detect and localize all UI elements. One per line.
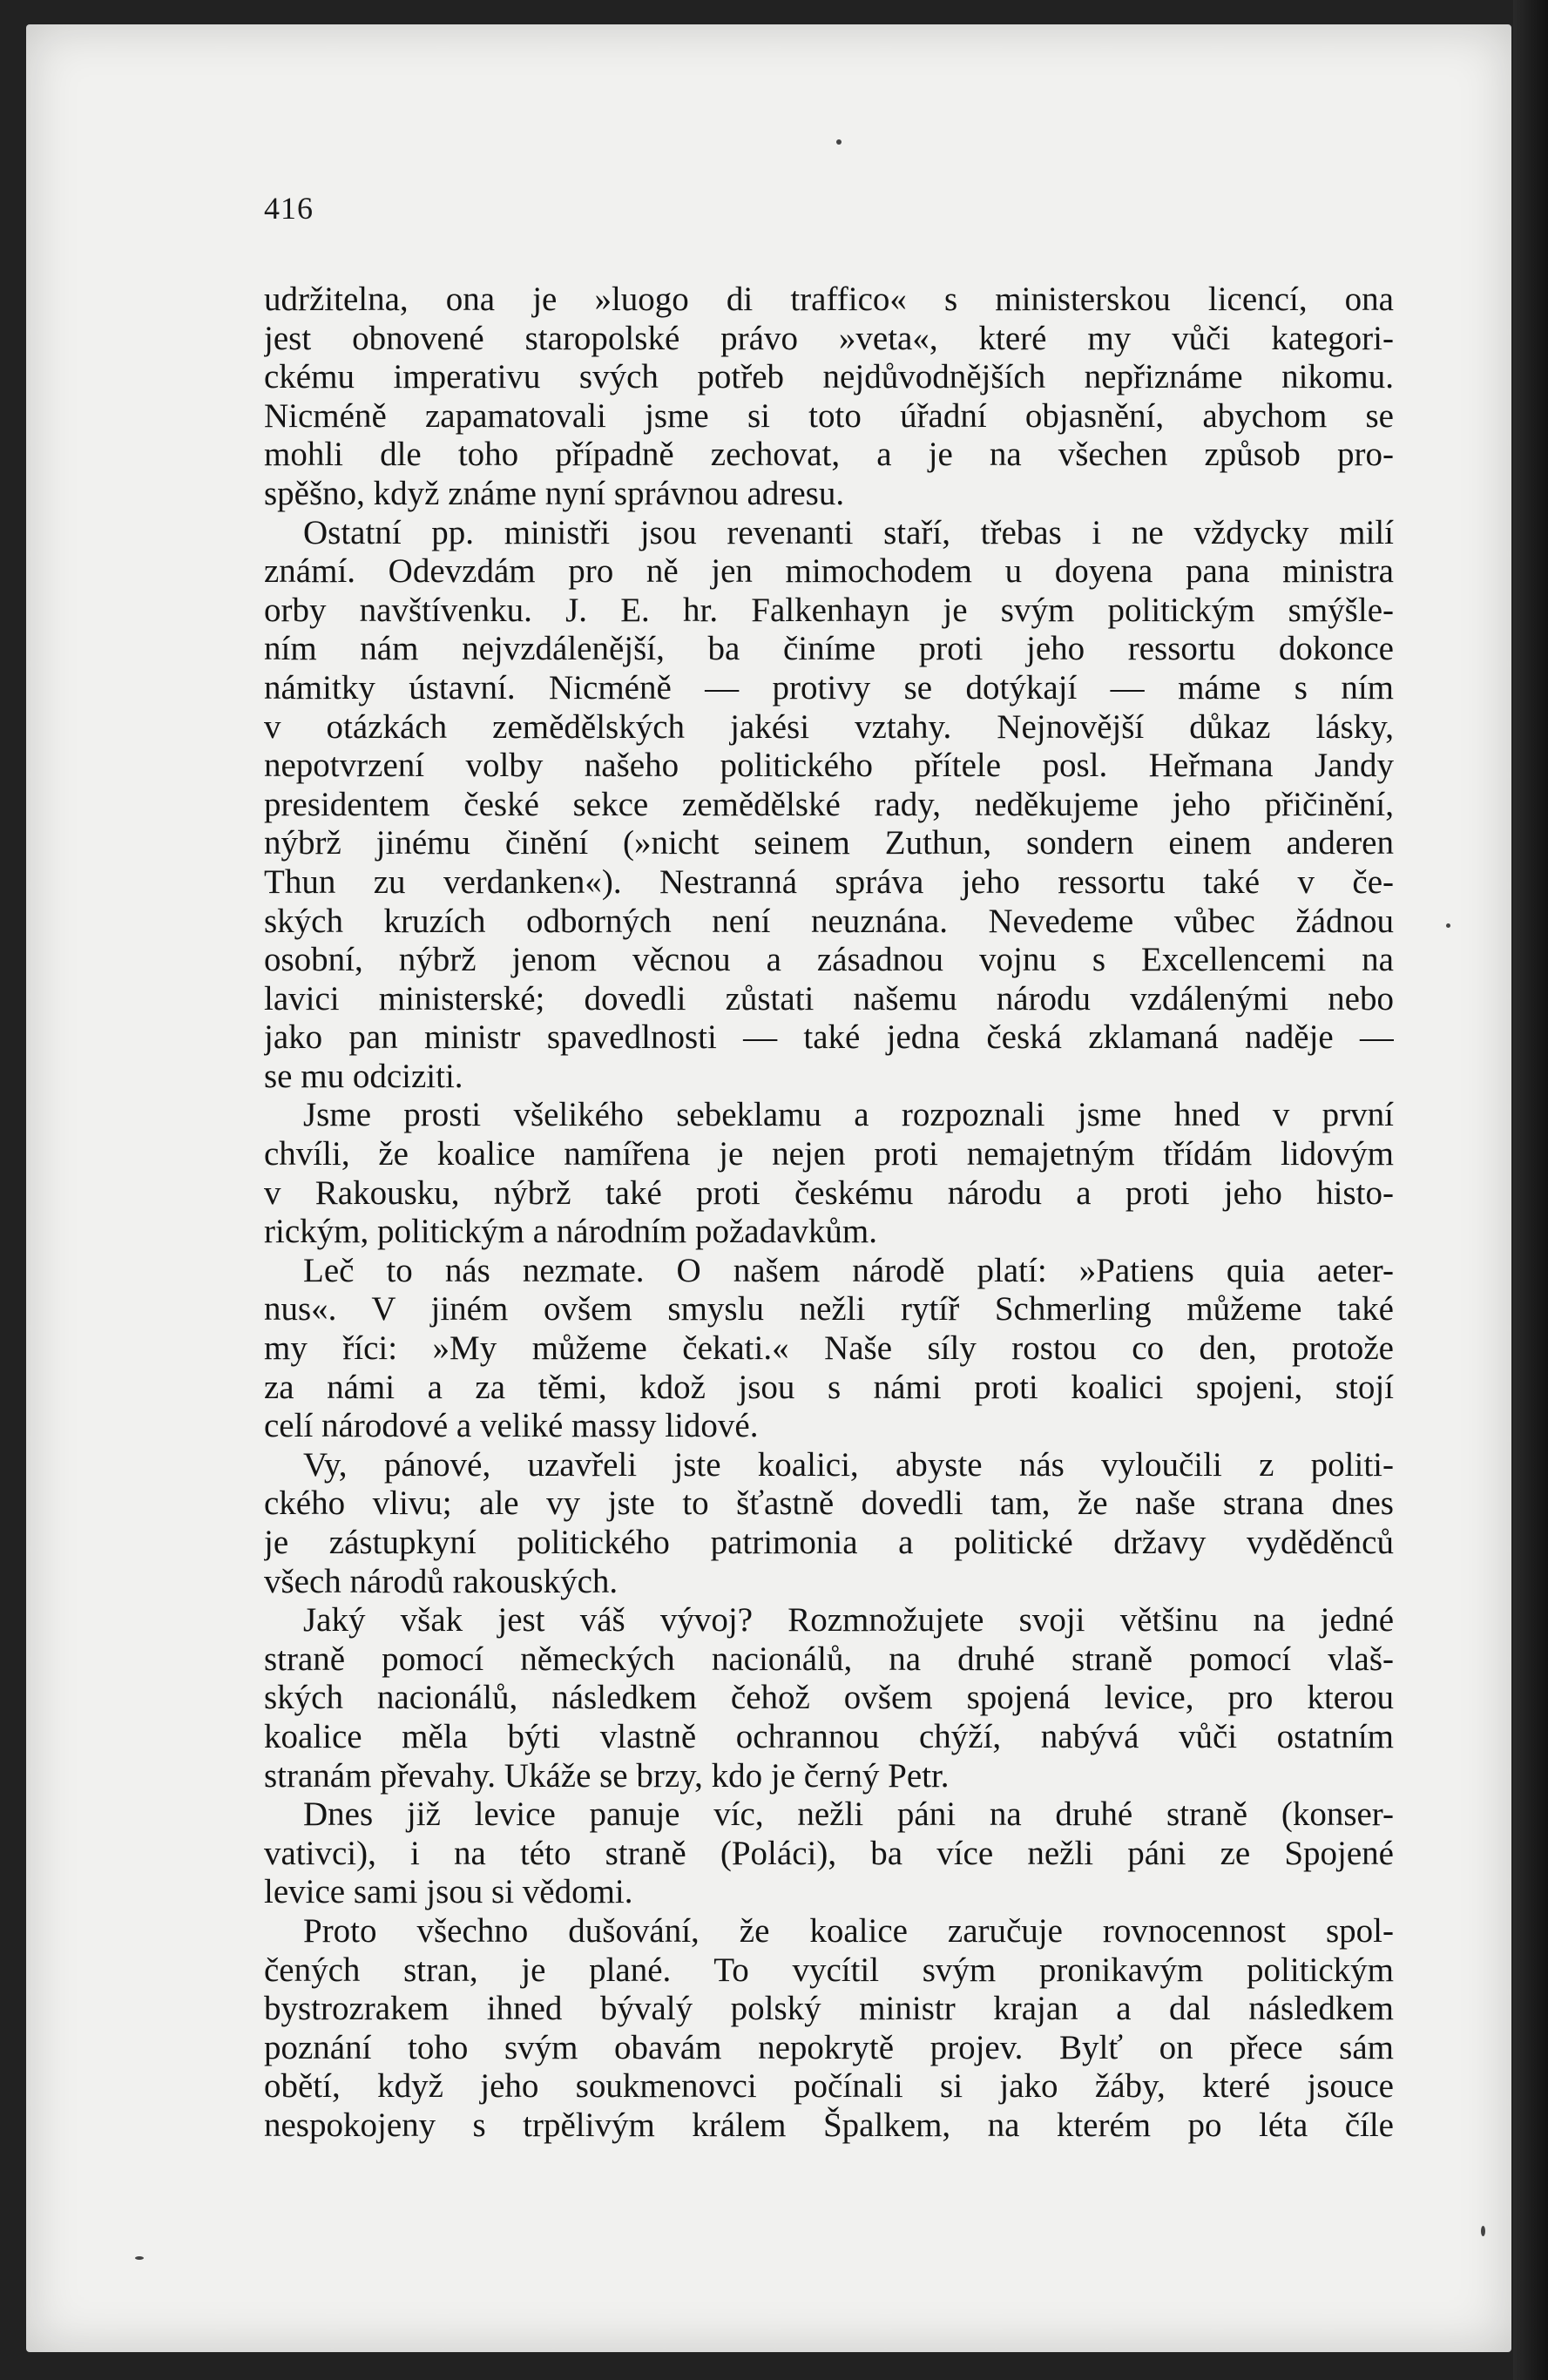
ink-speck xyxy=(836,139,842,145)
text-line: ním nám nejvzdálenější, ba činíme proti jeho ressortu dokonce xyxy=(264,630,1394,668)
body-text xyxy=(264,281,1394,2146)
text-line: je zástupkyní politického patrimonia a politické državy vyděděnců xyxy=(264,1524,1394,1561)
text-line: ských kruzích odborných není neuznána. Nevedeme vůbec žádnou xyxy=(264,902,1394,940)
text-line: straně pomocí německých nacionálů, na druhé straně pomocí vlaš- xyxy=(264,1640,1394,1678)
text-line: všech národů rakouských. xyxy=(264,1562,619,1600)
text-line: osobní, nýbrž jenom věcnou a zásadnou vojnu s Excellencemi na xyxy=(264,941,1394,979)
text-line: v otázkách zemědělských jakési vztahy. Nejnovější důkaz lásky, xyxy=(264,707,1394,746)
text-line: stranám převahy. Ukáže se brzy, kdo je černý Petr. xyxy=(264,1756,950,1795)
text-line: presidentem české sekce zemědělské rady, neděkujeme jeho přičinění, xyxy=(264,785,1394,823)
text-line: za námi a za těmi, kdož jsou s námi proti koalici spojeni, stojí xyxy=(264,1368,1394,1406)
text-line: mohli dle toho případně zechovat, a je na všechen způsob pro- xyxy=(264,436,1394,474)
text-line: ckému imperativu svých potřeb nejdůvodnějších nepřiznáme nikomu. xyxy=(264,358,1394,396)
page-number: 416 xyxy=(264,191,314,226)
text-line: levice sami jsou si vědomi. xyxy=(264,1873,633,1911)
ink-speck xyxy=(135,2256,144,2260)
text-line: v Rakousku, nýbrž také proti českému národu a proti jeho histo- xyxy=(264,1173,1394,1212)
text-line: celí národové a veliké massy lidové. xyxy=(264,1407,759,1445)
text-line: Ostatní pp. ministři jsou revenanti staří, třebas i ne vždycky milí xyxy=(303,513,1394,551)
text-line: námitky ústavní. Nicméně — protivy se dotýkají — máme s ním xyxy=(264,668,1394,707)
text-line: ských nacionálů, následkem čehož ovšem spojená levice, pro kterou xyxy=(264,1679,1394,1717)
text-line: obětí, když jeho soukmenovci počínali si jako žáby, které jsouce xyxy=(264,2067,1394,2106)
text-line: čených stran, je plané. To vycítil svým pronikavým politickým xyxy=(264,1951,1394,1989)
text-line: Thun zu verdanken«). Nestranná správa jeho ressortu také v če- xyxy=(264,862,1394,901)
text-line: se mu odciziti. xyxy=(264,1057,463,1095)
text-line: poznání toho svým obavám nepokrytě projev. Bylť on přece sám xyxy=(264,2028,1394,2066)
text-line: známí. Odevzdám pro ně jen mimochodem u doyena pana ministra xyxy=(264,552,1394,591)
text-line: chvíli, že koalice namířena je nejen proti nemajetným třídám lidovým xyxy=(264,1135,1394,1173)
text-line: spěšno, když známe nyní správnou adresu. xyxy=(264,474,845,512)
text-line: nus«. V jiném ovšem smyslu nežli rytíř Schmerling můžeme také xyxy=(264,1290,1394,1329)
text-line: lavici ministerské; dovedli zůstati našemu národu vzdálenými nebo xyxy=(264,979,1394,1018)
ink-speck xyxy=(1481,2226,1485,2236)
text-line: jako pan ministr spavedlnosti — také jedna česká zklamaná naděje — xyxy=(264,1018,1394,1057)
text-line: rickým, politickým a národním požadavkům. xyxy=(264,1213,877,1251)
text-line: jest obnovené staropolské právo »veta«, které my vůči kategori- xyxy=(264,319,1394,357)
ink-speck xyxy=(1446,923,1450,928)
text-line: Dnes již levice panuje víc, nežli páni na druhé straně (konser- xyxy=(303,1795,1394,1834)
text-line: nepotvrzení volby našeho politického přítele posl. Heřmana Jandy xyxy=(264,747,1394,785)
text-line: my říci: »My můžeme čekati.« Naše síly rostou co den, protože xyxy=(264,1329,1394,1368)
text-line: nýbrž jinému činění (»nicht seinem Zuthun, sondern einem anderen xyxy=(264,824,1394,862)
page-edge-shadow xyxy=(1513,0,1548,2380)
text-line: ckého vlivu; ale vy jste to šťastně dovedli tam, že naše strana dnes xyxy=(264,1484,1394,1523)
text-line: Vy, pánové, uzavřeli jste koalici, abyste nás vyloučili z politi- xyxy=(303,1445,1394,1484)
text-line: Proto všechno dušování, že koalice zaručuje rovnocennost spol- xyxy=(303,1911,1394,1950)
text-line: koalice měla býti vlastně ochrannou chýží, nabývá vůči ostatním xyxy=(264,1717,1394,1755)
text-line: udržitelna, ona je »luogo di traffico« s ministerskou licencí, ona xyxy=(264,281,1394,318)
text-line: Nicméně zapamatovali jsme si toto úřadní objasnění, abychom se xyxy=(264,396,1394,435)
text-line: vativci), i na této straně (Poláci), ba více nežli páni ze Spojené xyxy=(264,1834,1394,1872)
text-line: Jsme prosti všelikého sebeklamu a rozpoznali jsme hned v první xyxy=(303,1096,1394,1134)
text-line: bystrozrakem ihned bývalý polský ministr krajan a dal následkem xyxy=(264,1990,1394,2028)
text-line: Leč to nás nezmate. O našem národě platí: »Patiens quia aeter- xyxy=(303,1251,1394,1289)
text-line: Jaký však jest váš vývoj? Rozmnožujete svoji většinu na jedné xyxy=(303,1601,1394,1640)
text-line: orby navštívenku. J. E. hr. Falkenhayn je svým politickým smýšle- xyxy=(264,591,1394,629)
text-line: nespokojeny s trpělivým králem Špalkem, na kterém po léta číle xyxy=(264,2106,1394,2144)
